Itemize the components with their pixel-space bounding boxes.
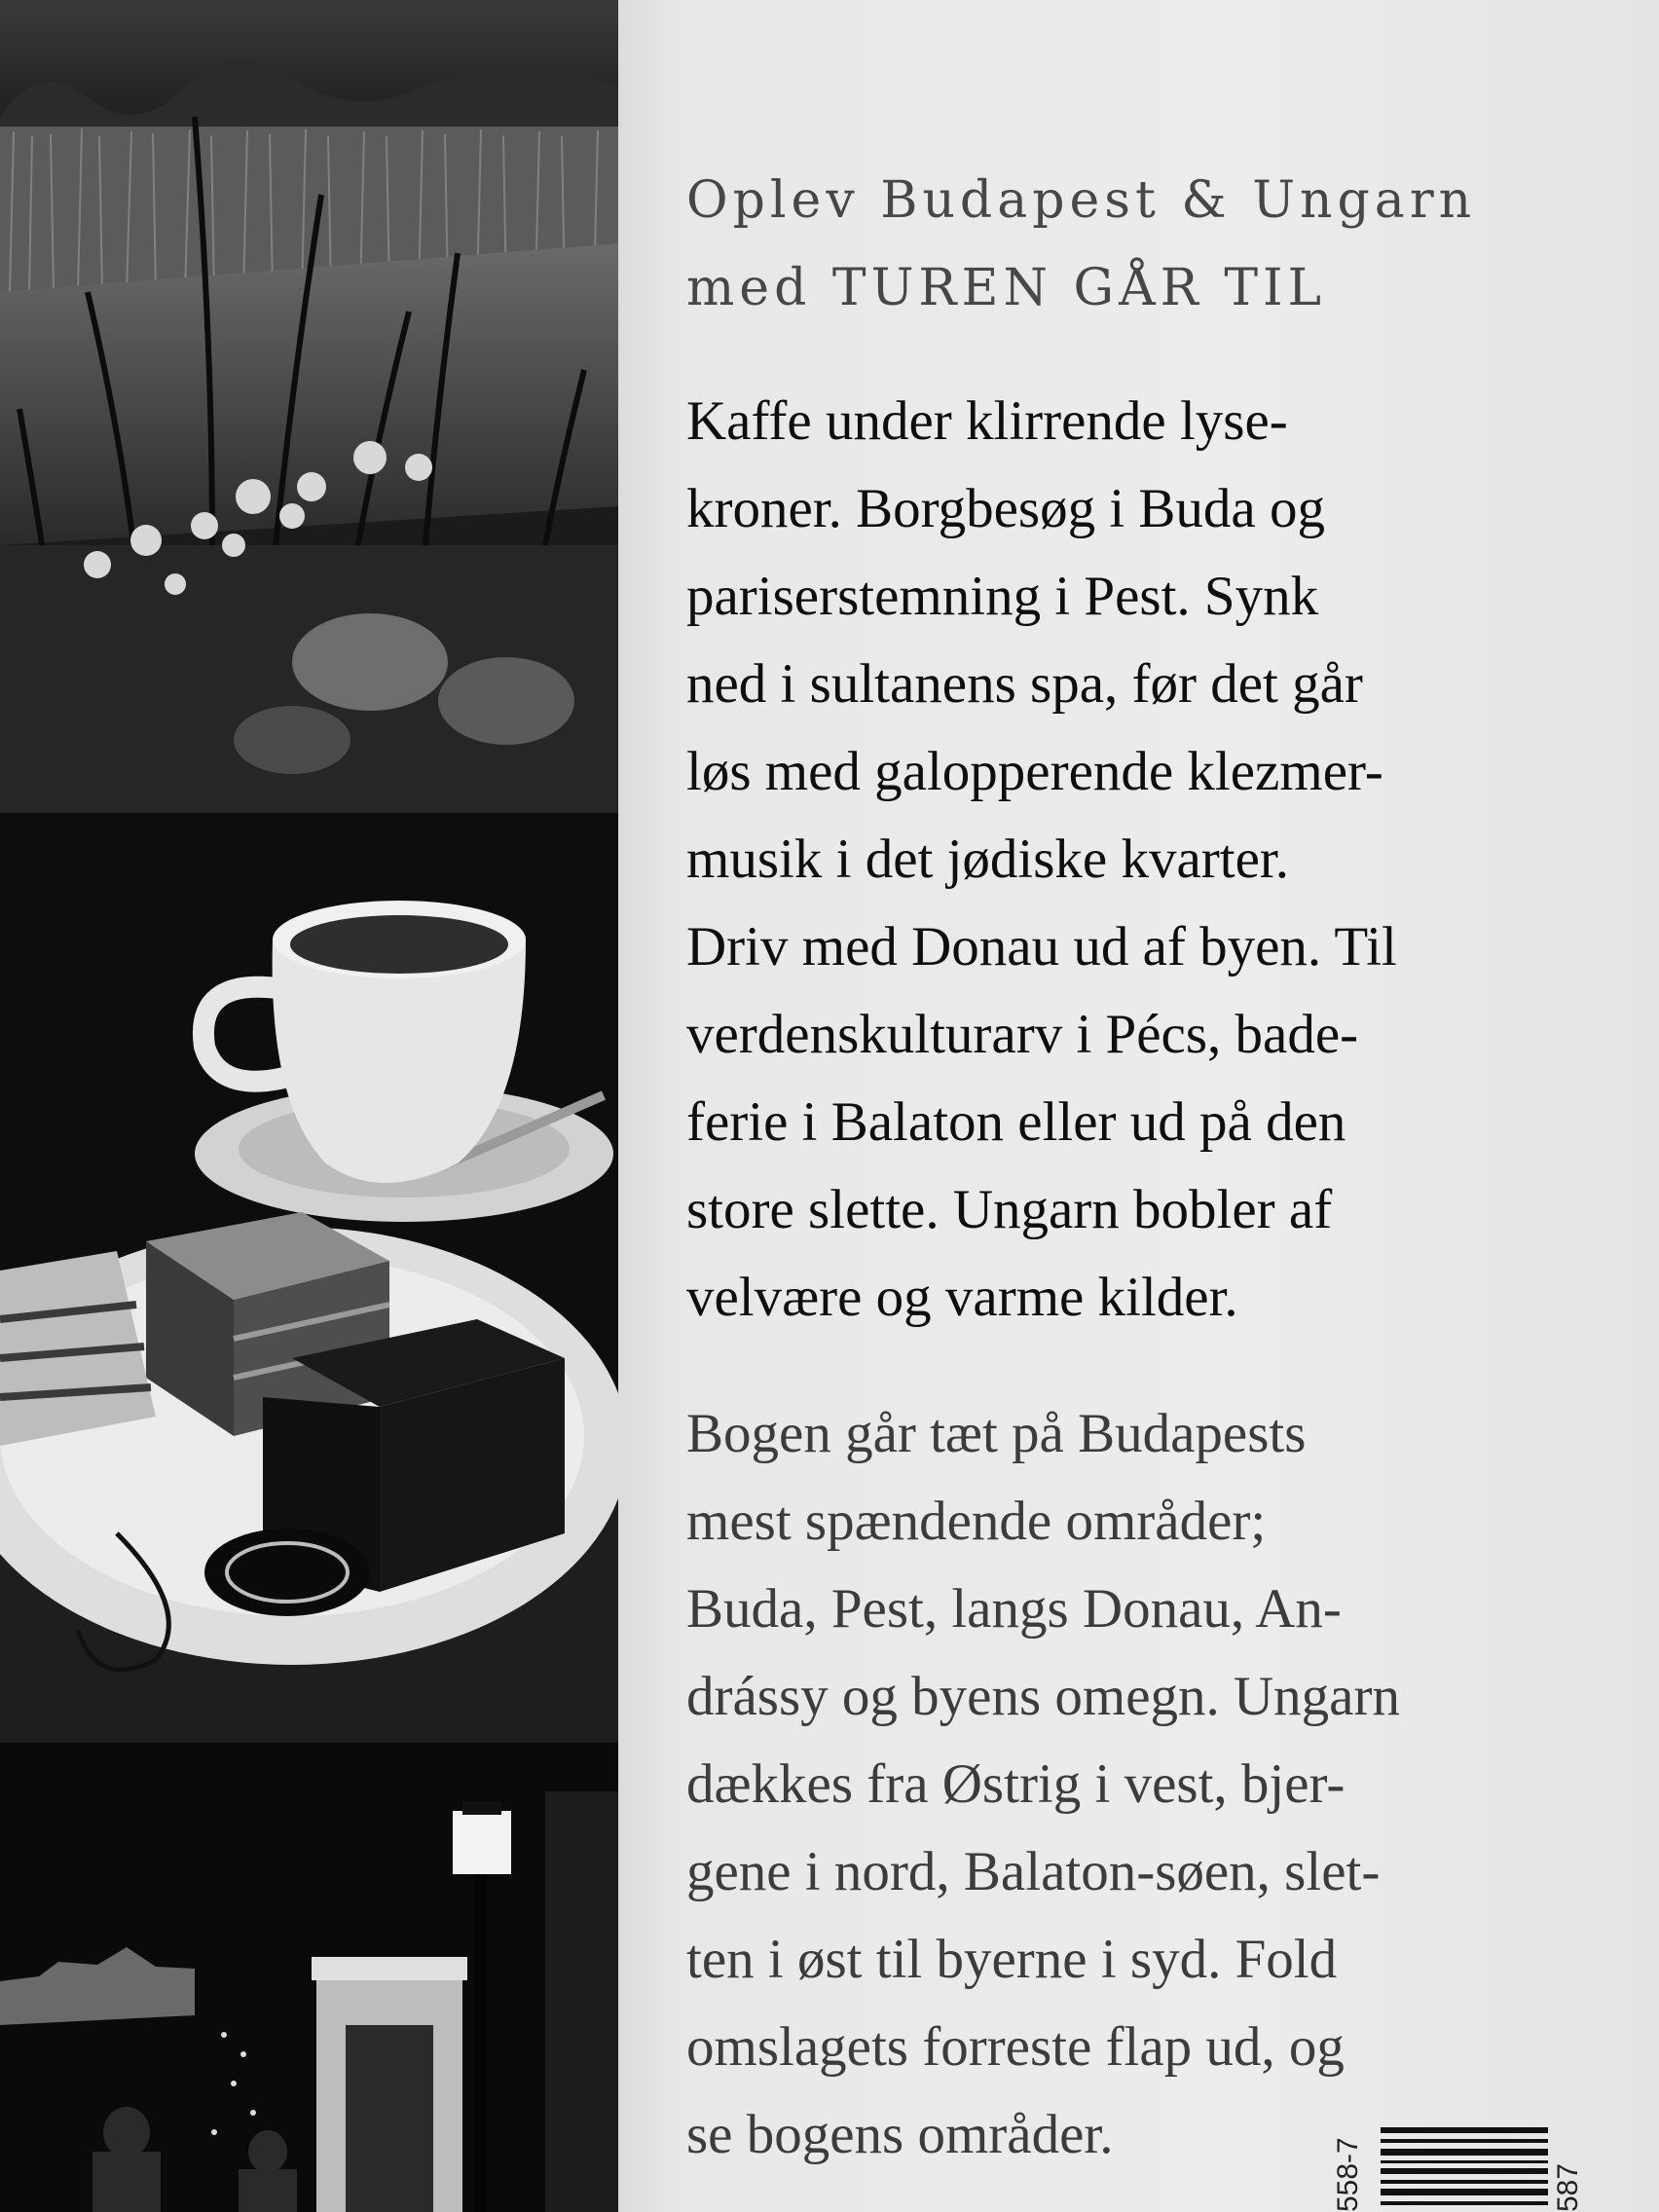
intro-line: løs med galopperende klezmer- [686, 741, 1383, 802]
description-line: Buda, Pest, langs Donau, An- [686, 1578, 1342, 1640]
chain-bridge-night-photo [0, 1743, 618, 2212]
photo-column [0, 0, 618, 2212]
description-line: gene i nord, Balaton-søen, slet- [686, 1841, 1381, 1902]
text-panel [618, 0, 1659, 2212]
intro-line: Kaffe under klirrende lyse- [686, 390, 1288, 452]
lake-reeds-photo [0, 0, 618, 813]
description-line: drássy og byens omegn. Ungarn [686, 1666, 1400, 1727]
isbn-fragment-right: 587 [1552, 2162, 1584, 2212]
description-line: mest spændende områder; [686, 1491, 1267, 1552]
description-line: Bogen går tæt på Budapests [686, 1403, 1307, 1464]
description-line: ten i øst til byerne i syd. Fold [686, 1929, 1338, 1990]
description-line: dækkes fra Østrig i vest, bjer- [686, 1753, 1346, 1815]
description-line: omslagets forreste flap ud, og [686, 2016, 1345, 2078]
description-line: se bogens områder. [686, 2104, 1114, 2165]
intro-line: ferie i Balaton eller ud på den [686, 1091, 1346, 1153]
intro-line: velvære og varme kilder. [686, 1267, 1238, 1328]
intro-line: verdenskulturarv i Pécs, bade- [686, 1004, 1359, 1065]
intro-line: store slette. Ungarn bobler af [686, 1179, 1333, 1240]
heading-line-1: Oplev Budapest & Ungarn [686, 171, 1477, 230]
intro-line: Driv med Donau ud af byen. Til [686, 916, 1397, 977]
intro-line: musik i det jødiske kvarter. [686, 829, 1289, 890]
heading-line-2: med TUREN GÅR TIL [686, 259, 1327, 317]
intro-line: pariserstemning i Pest. Synk [686, 566, 1319, 627]
coffee-cake-photo [0, 813, 618, 1743]
intro-line: kroner. Borgbesøg i Buda og [686, 478, 1325, 539]
barcode-bars [1381, 2127, 1548, 2212]
isbn-fragment-left: 558-7 [1332, 2137, 1364, 2212]
intro-line: ned i sultanens spa, før det går [686, 653, 1363, 715]
